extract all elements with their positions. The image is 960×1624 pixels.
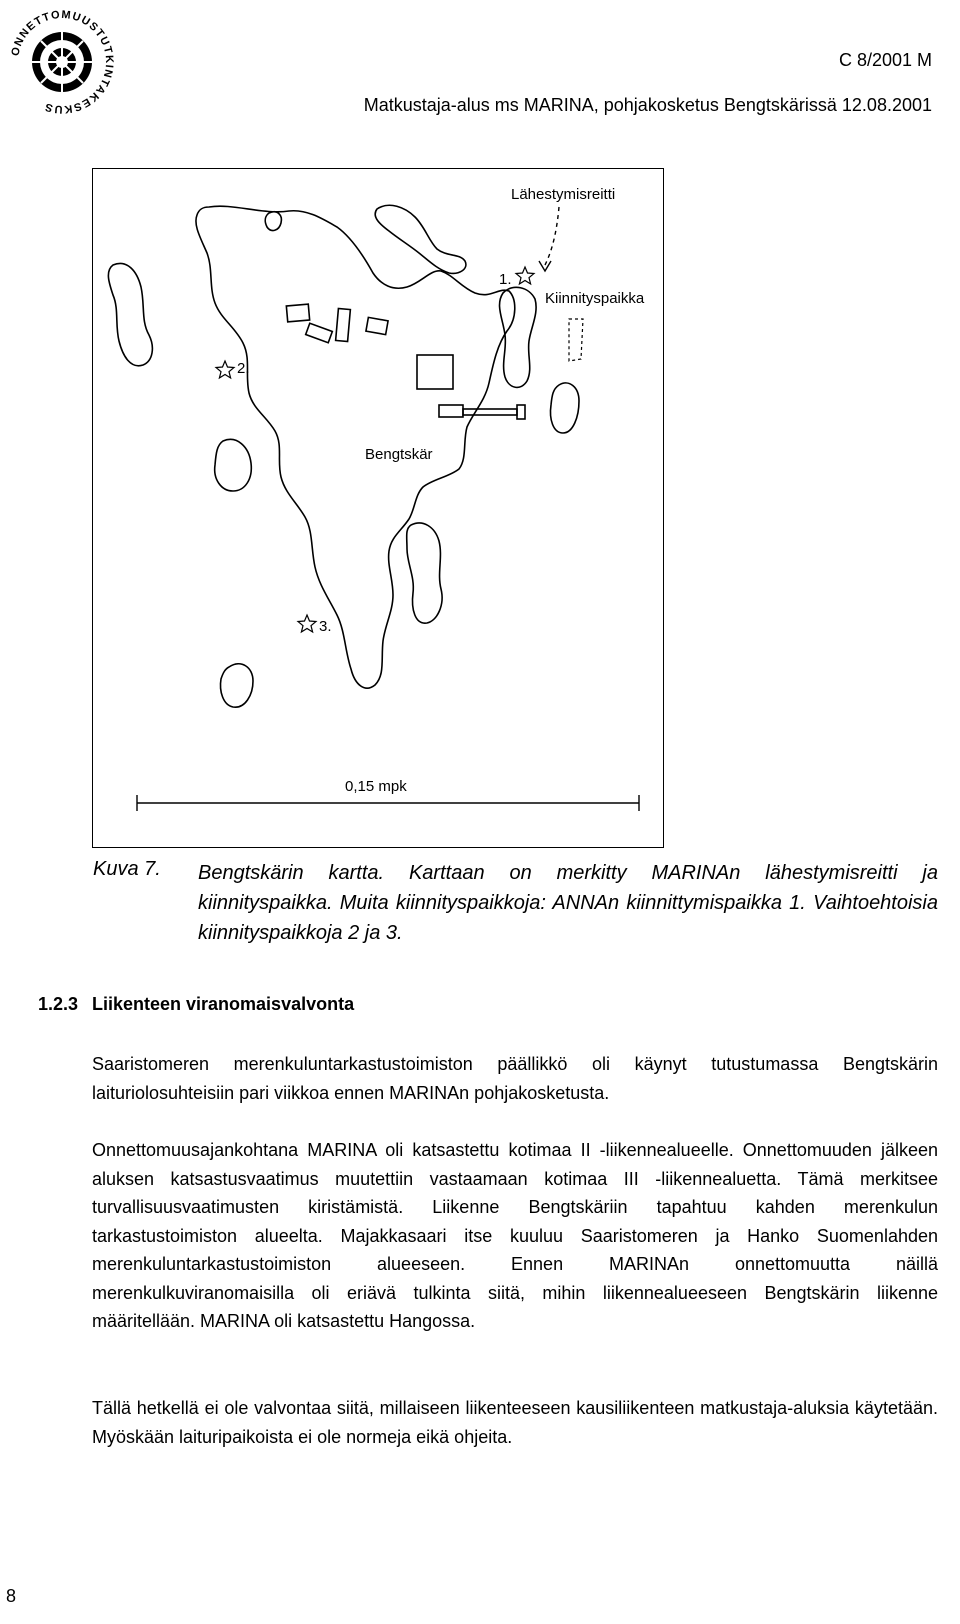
agency-logo <box>6 6 118 118</box>
west-island <box>108 263 152 365</box>
marker-3-label: 3. <box>319 618 332 635</box>
approach-label: Lähestymisreitti <box>511 186 616 203</box>
paragraph: Onnettomuusajankohtana MARINA oli katsastettu kotimaa II -liikennealueelle. Onnettomuuden jälkeen aluksen katsastusvaatimus muutettiin vastaamaan kotimaa III -liikennealuetta. Tämä merkitsee turvallisuusvaatimusten kiristämistä. Liikenne Bengtskäriin tapahtuu kahden merenkulun tarkastustoimiston alueelta. Majakkasaari itse kuuluu Saaristomeren ja Hanko Suomenlahden merenkuluntarkastustoimiston alueeseen. Ennen MARINAn onnettomuutta näillä merenkulkuviranomaisilla oli eriävä tulkinta siitä, mihin liikennealueeseen Bengtskärin liikenne määritellään. MARINA oli katsastettu Hangossa. <box>92 1140 938 1331</box>
figure-label: Kuva 7. <box>93 858 161 880</box>
report-title: Matkustaja-alus ms MARINA, pohjakosketus Bengtskärissä 12.08.2001 <box>363 95 932 115</box>
approach-route <box>545 207 559 265</box>
map-figure <box>92 168 664 848</box>
bengtskar-map <box>93 169 665 849</box>
main-island <box>196 206 515 688</box>
east-peninsula <box>500 287 537 387</box>
approach-arrow <box>539 261 551 271</box>
paragraph: Tällä hetkellä ei ole valvontaa siitä, millaiseen liikenteeseen kausiliikenteen matkustaja-aluksia käytetään. Myöskään laituripaikoista ei ole normeja eikä ohjeita. <box>92 1398 938 1447</box>
island-label: Bengtskär <box>365 446 433 463</box>
north-peninsula <box>375 205 466 273</box>
east-islet-2 <box>265 212 281 231</box>
east-islet-1 <box>551 383 580 433</box>
south-island <box>221 664 254 707</box>
marker-2-label: 2. <box>237 360 250 377</box>
report-code: C 8/2001 M <box>838 50 932 70</box>
section-number: 1.2.3 <box>38 994 79 1014</box>
logo-text: ONNETTOMUUSTUTKINTAKESKUS <box>9 8 116 116</box>
section-title: Liikenteen viranomaisvalvonta <box>92 994 355 1014</box>
marker-1-icon <box>516 267 534 284</box>
paragraph: Saaristomeren merenkuluntarkastustoimiston päällikkö oli käynyt tutustumassa Bengtskärin laituriolosuhteisiin pari viikkoa ennen MARINAn pohjakosketusta. <box>92 1054 938 1103</box>
marker-2-icon <box>216 361 234 378</box>
sw-island <box>215 439 252 491</box>
scale-bar <box>137 795 639 811</box>
figure-caption: Bengtskärin kartta. Karttaan on merkitty MARINAn lähestymisreitti ja kiinnityspaikka. Muita kiinnityspaikkoja: ANNAn kiinnittymispaikka 1. Vaihtoehtoisia kiinnityspaikkoja 2 ja 3. <box>198 862 938 944</box>
mooring-outline <box>569 319 583 361</box>
se-island <box>407 523 442 623</box>
mooring-label: Kiinnityspaikka <box>545 290 645 307</box>
page-number: 8 <box>6 1586 17 1606</box>
marker-1-label: 1. <box>499 271 512 288</box>
scale-label: 0,15 mpk <box>345 778 407 795</box>
marker-3-icon <box>298 615 316 632</box>
